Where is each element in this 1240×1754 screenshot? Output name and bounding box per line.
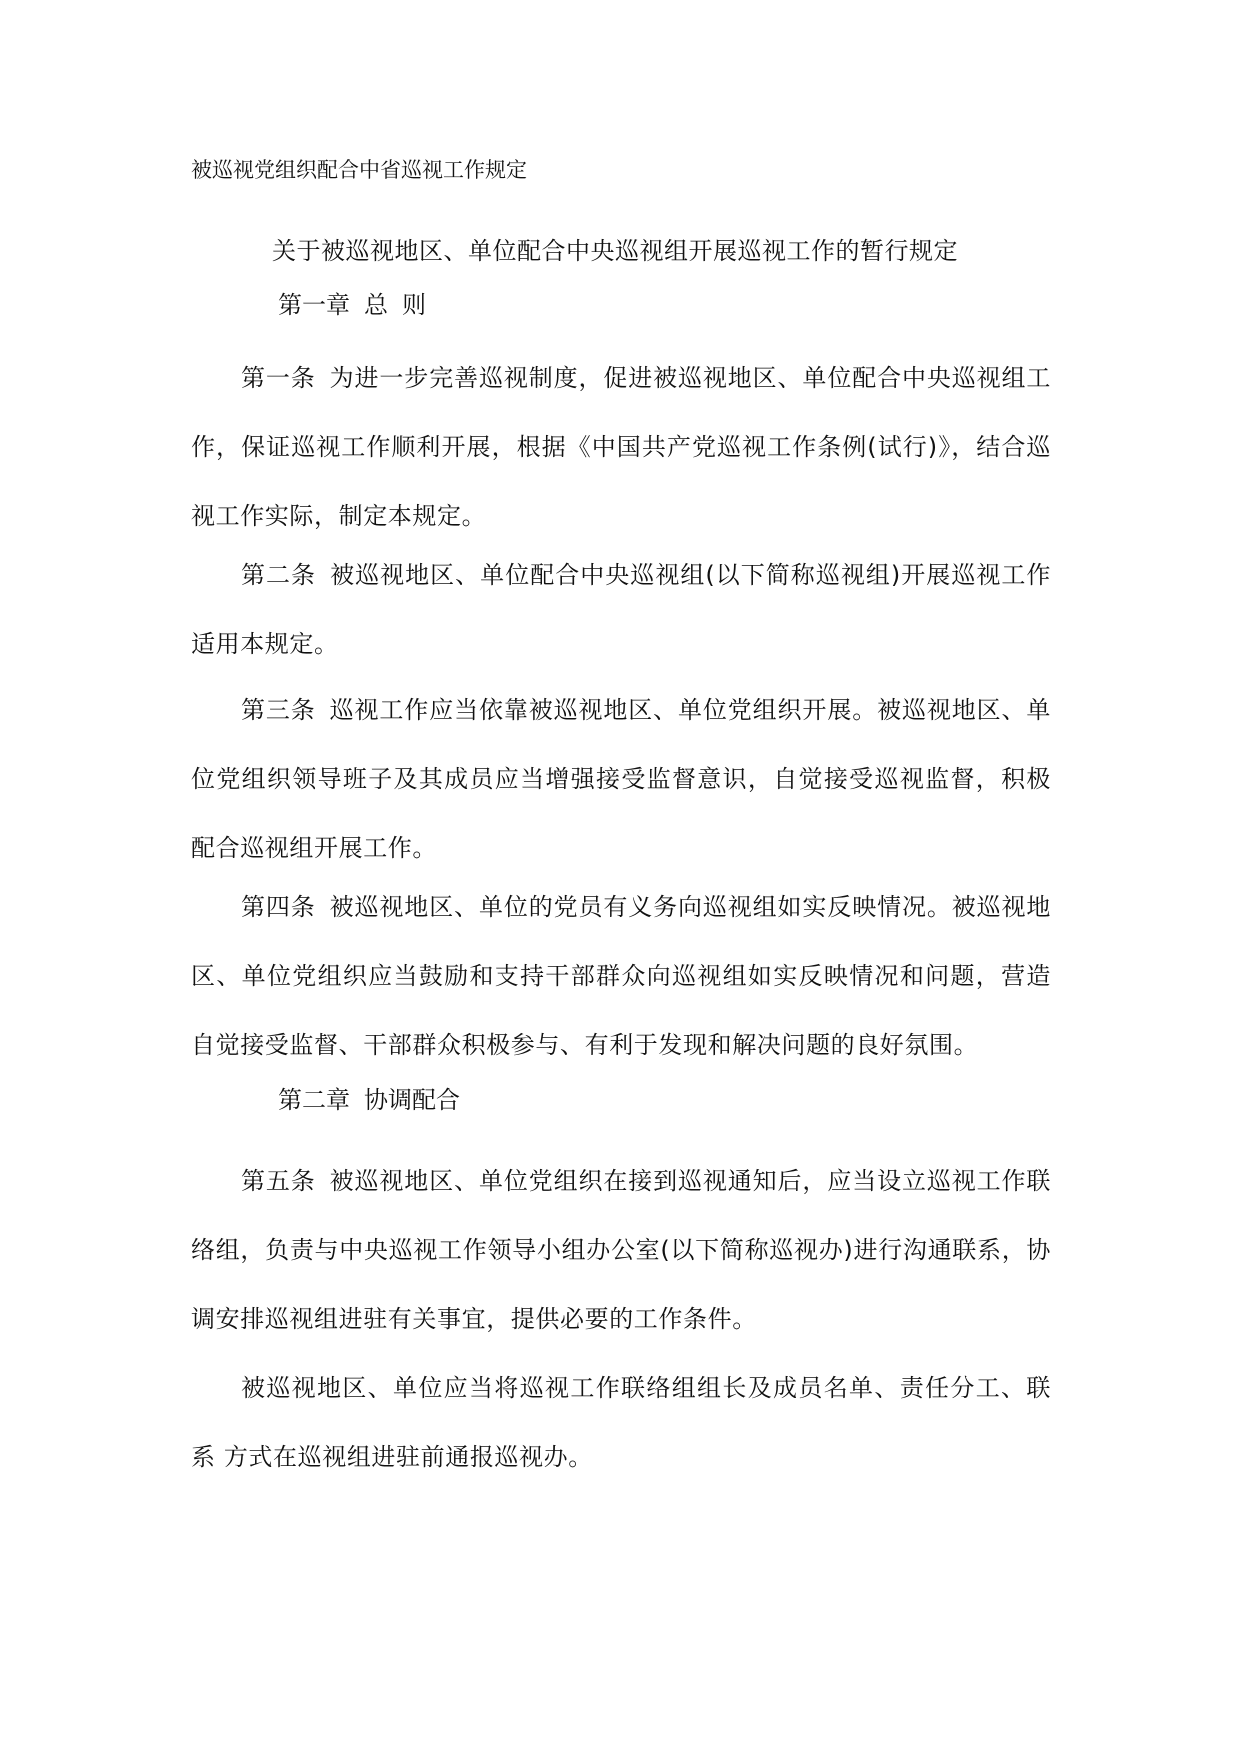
article-number: 第四条	[241, 893, 316, 921]
article-paragraph-3	[191, 676, 1051, 883]
article-text: 被巡视地区、单位的党员有义务向巡视组如实反映情况。被巡视地区、单位党组织应当鼓励和支持干部群众向巡视组如实反映情况和问题，营造自觉接受监督、干部群众积极参与、有利于发现和解决问题的良好氛围。	[191, 893, 1051, 1059]
article-paragraph-5	[191, 1147, 1051, 1354]
article-paragraph-1	[191, 344, 1051, 551]
chapter-heading-1	[278, 287, 426, 323]
article-number: 第一条	[241, 364, 316, 392]
document-title: 被巡视党组织配合中省巡视工作规定	[191, 158, 527, 182]
article-text: 被巡视地区、单位配合中央巡视组(以下简称巡视组)开展巡视工作适用本规定。	[191, 561, 1051, 658]
chapter-heading-2	[278, 1082, 460, 1118]
article-paragraph-4	[191, 873, 1051, 1080]
paragraph-6	[191, 1354, 1051, 1492]
chapter-label: 第一章	[278, 291, 350, 319]
article-text: 巡视工作应当依靠被巡视地区、单位党组织开展。被巡视地区、单位党组织领导班子及其成员应当增强接受监督意识，自觉接受巡视监督，积极配合巡视组开展工作。	[191, 696, 1051, 862]
article-number: 第三条	[241, 696, 316, 724]
paragraph-text: 被巡视地区、单位应当将巡视工作联络组组长及成员名单、责任分工、联系 方式在巡视组进驻前通报巡视办。	[191, 1374, 1051, 1471]
document-subtitle: 关于被巡视地区、单位配合中央巡视组开展巡视工作的暂行规定	[272, 237, 958, 265]
article-number: 第五条	[241, 1167, 316, 1195]
chapter-title-part: 总	[364, 291, 388, 319]
article-number: 第二条	[241, 561, 317, 589]
chapter-title: 协调配合	[364, 1086, 460, 1114]
article-paragraph-2	[191, 541, 1051, 679]
article-text: 被巡视地区、单位党组织在接到巡视通知后，应当设立巡视工作联络组，负责与中央巡视工作领导小组办公室(以下简称巡视办)进行沟通联系，协调安排巡视组进驻有关事宜，提供必要的工作条件。	[191, 1167, 1051, 1333]
chapter-label: 第二章	[278, 1086, 350, 1114]
article-text: 为进一步完善巡视制度，促进被巡视地区、单位配合中央巡视组工作，保证巡视工作顺利开展，根据《中国共产党巡视工作条例(试行)》，结合巡视工作实际，制定本规定。	[191, 364, 1051, 530]
chapter-title-part: 则	[402, 291, 426, 319]
